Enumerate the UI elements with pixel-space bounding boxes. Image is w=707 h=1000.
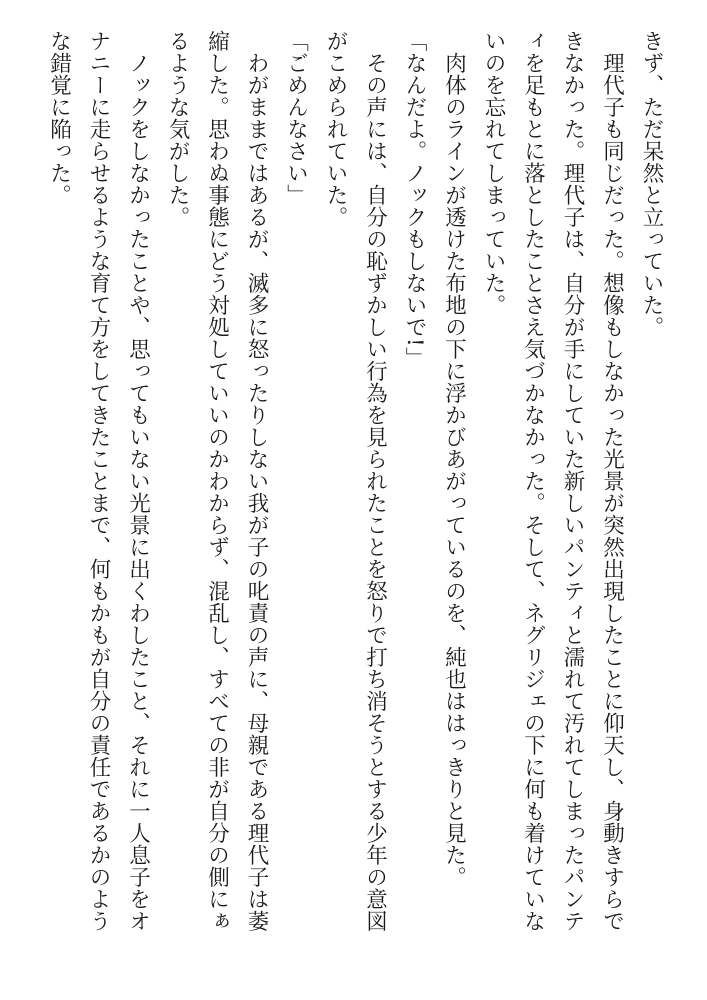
text-line-8: その声には、自分の恥ずかしい行為を見られたことを怒りで打ち消そうとする少年の意図: [362, 30, 388, 932]
text-line-10: 「ごめんなさい」: [283, 30, 309, 206]
text-line-16: な錯覚に陥った。: [46, 30, 72, 206]
text-line-14: ノックをしなかったことや、思ってもいない光景に出くわしたこと、それに一人息子をオ: [125, 30, 151, 932]
text-line-1: きず、ただ呆然と立っていた。: [639, 30, 664, 338]
text-line-4: ィを足もとに落としたことさえ気づかなかった。そして、ネグリジェの下に何も着けていな: [520, 30, 546, 932]
text-line-7: 「なんだよ。ノックもしないで!」: [402, 30, 427, 370]
text-line-5: いのを忘れてしまっていた。: [481, 30, 506, 316]
text-line-2: 理代子も同じだった。想像もしなかった光景が突然出現したことに仰天し、身動きすらで: [599, 30, 625, 932]
text-line-9: がこめられていた。: [323, 30, 348, 228]
text-line-12: 縮した。思わぬ事態にどう対処していいのかわからず、混乱し、すべての非が自分の側にぁ: [204, 30, 230, 932]
text-line-15: ナニーに走らせるような育て方をしてきたことまで、何もかもが自分の責任であるかのよう: [86, 30, 111, 932]
text-line-6: 肉体のラインが透けた布地の下に浮かびあがっているのを、純也ははっきりと見た。: [441, 30, 467, 888]
text-line-11: わがままではあるが、滅多に怒ったりしない我が子の叱責の声に、母親である理代子は萎: [244, 30, 269, 932]
text-line-3: きなかった。理代子は、自分が手にしていた新しいパンティと濡れて汚れてしまったパンテ: [560, 30, 585, 932]
vertical-text-body: [39, 30, 671, 980]
text-line-13: るような気がした。: [165, 30, 190, 228]
